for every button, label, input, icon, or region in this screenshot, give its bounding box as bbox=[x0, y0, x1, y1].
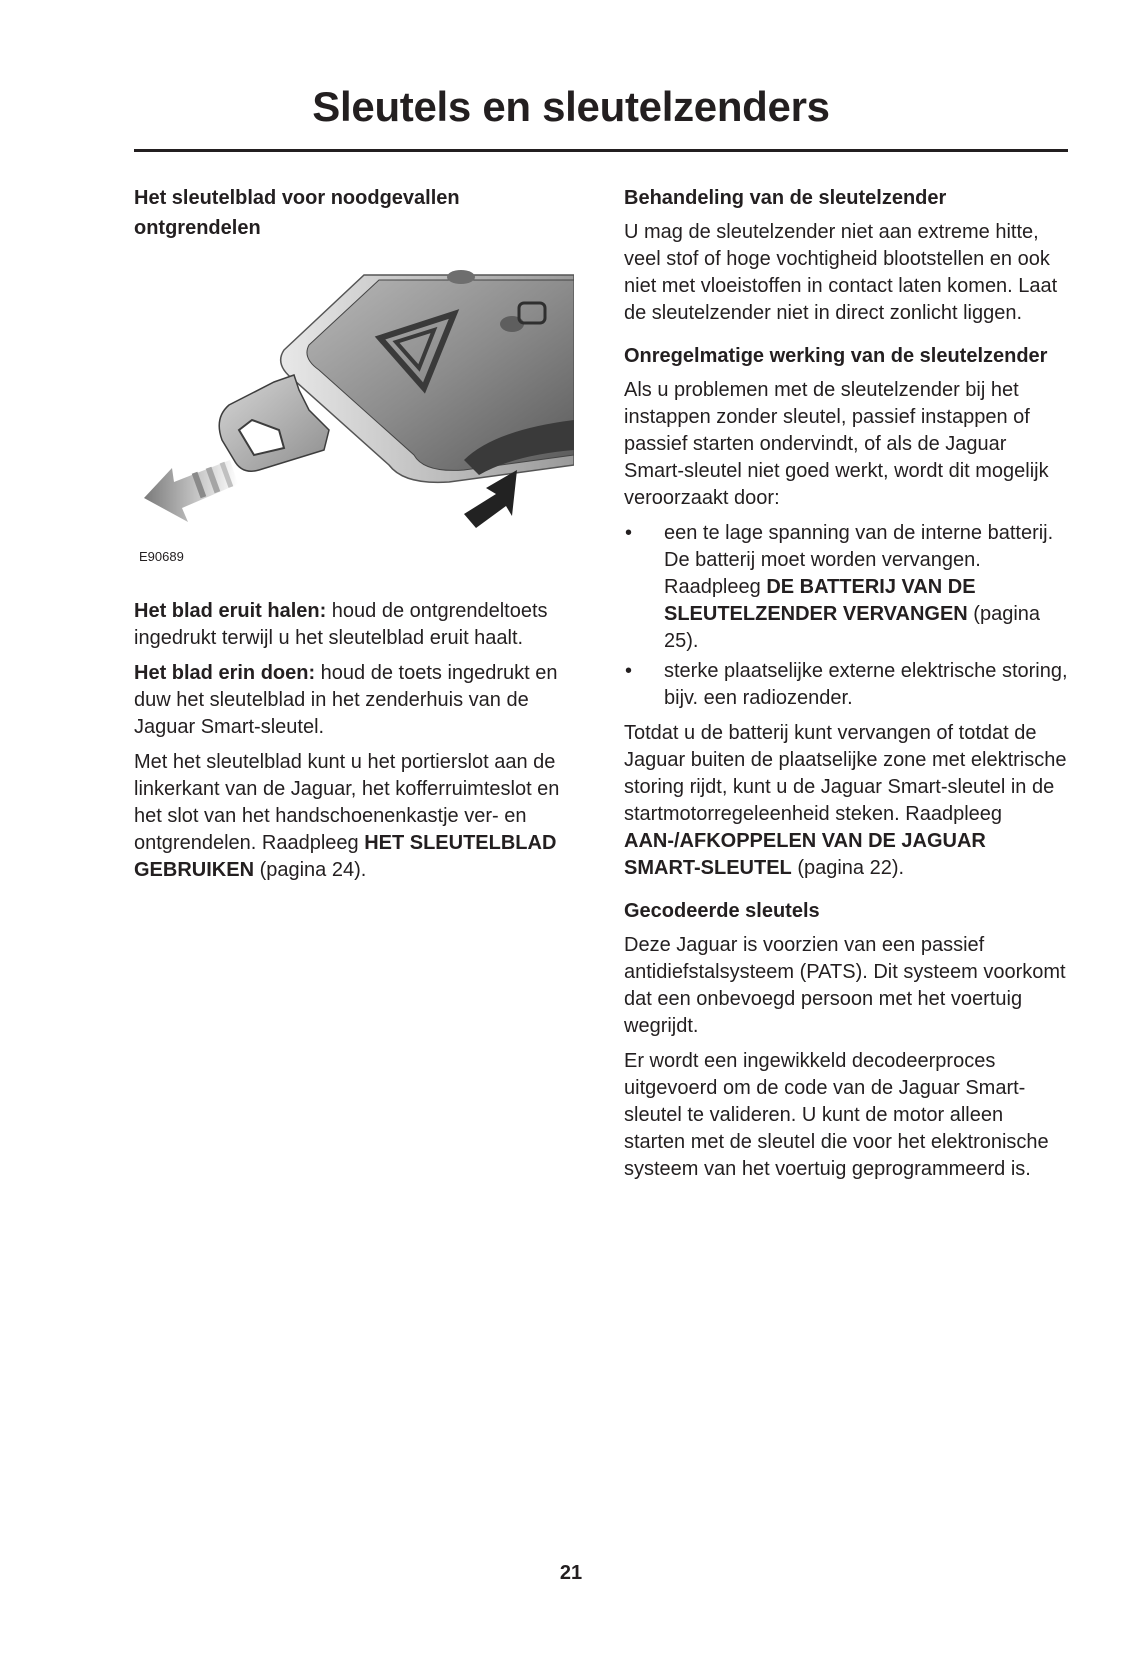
reference-link-docking[interactable]: AAN-/AFKOPPELEN VAN DE JAGUAR SMART-SLEUTEL bbox=[624, 830, 986, 879]
paragraph-handling: U mag de sleutelzender niet aan extreme hitte, veel stof of hoge vochtigheid blootstellen en ook niet met vloeistoffen in contact laten komen. Laat de sleutelzender niet in direct zonlicht liggen. bbox=[624, 221, 1058, 324]
paragraph-blade-usage: Met het sleutelblad kunt u het portierslot aan de linkerkant van de Jaguar, het kofferruimteslot en het slot van het handschoenenkastje ver- en ontgrendelen. Raadpleeg HET SLEUTELBLAD GEBRUIKEN (pagina 24). bbox=[134, 751, 560, 881]
bullet-point: • bbox=[625, 660, 633, 682]
list-item: • sterke plaatselijke externe elektrische storing, bijv. een radiozender. bbox=[625, 660, 1068, 709]
reference-link-battery[interactable]: DE BATTERIJ VAN DE SLEUTELZENDER VERVANGEN bbox=[664, 576, 976, 625]
page-title: Sleutels en sleutelzenders bbox=[312, 83, 830, 130]
section-heading-malfunction: Onregelmatige werking van de sleutelzender bbox=[624, 345, 1048, 367]
title-rule bbox=[134, 149, 1068, 152]
label-remove-blade: Het blad eruit halen: bbox=[134, 600, 327, 622]
list-item: • een te lage spanning van de interne batterij. De batterij moet worden vervangen. Raadpleeg DE BATTERIJ VAN DE SLEUTELZENDER VERVANGEN (pagina 25). bbox=[625, 522, 1054, 652]
label-insert-blade: Het blad erin doen: bbox=[134, 662, 316, 684]
reference-link-blade[interactable]: HET SLEUTELBLAD GEBRUIKEN bbox=[134, 832, 557, 881]
bullet-point: • bbox=[625, 522, 633, 544]
paragraph-pats: Deze Jaguar is voorzien van een passief antidiefstalsysteem (PATS). Dit systeem voorkomt dat een onbevoegd persoon met het voertuig wegrijdt. bbox=[624, 934, 1066, 1037]
cause-list bbox=[624, 520, 1068, 712]
paragraph-insert-blade: Het blad erin doen: houd de toets ingedrukt en duw het sleutelblad in het zenderhuis van de Jaguar Smart-sleutel. bbox=[134, 662, 558, 738]
section-heading-emergency-blade: Het sleutelblad voor noodgevallen ontgrendelen bbox=[134, 187, 460, 239]
left-column bbox=[134, 183, 586, 892]
section-heading-handling: Behandeling van de sleutelzender bbox=[624, 187, 947, 209]
paragraph-malfunction-outro: Totdat u de batterij kunt vervangen of totdat de Jaguar buiten de plaatselijke zone met elektrische storing rijdt, kunt u de Jaguar Smart-sleutel in de startmotorregeleenheid steken. Raadpleeg AAN-/AFKOPPELEN VAN DE JAGUAR SMART-SLEUTEL (pagina 22). bbox=[624, 722, 1067, 879]
paragraph-malfunction-intro: Als u problemen met de sleutelzender bij het instappen zonder sleutel, passief instappen of passief starten ondervindt, of als de Jaguar Smart-sleutel niet goed werkt, wordt dit mogelijk veroorzaakt door: bbox=[624, 379, 1049, 509]
key-blade-illustration bbox=[134, 270, 574, 582]
paragraph-remove-blade: Het blad eruit halen: houd de ontgrendeltoets ingedrukt terwijl u het sleutelblad eruit haalt. bbox=[134, 600, 548, 649]
figure-code: E90689 bbox=[139, 549, 184, 564]
section-heading-coded-keys: Gecodeerde sleutels bbox=[624, 900, 820, 922]
page-number: 21 bbox=[559, 1562, 583, 1584]
pull-out-arrow-icon bbox=[144, 460, 238, 522]
key-fob-drawing bbox=[134, 270, 574, 550]
right-column bbox=[624, 183, 1068, 1191]
paragraph-decoding: Er wordt een ingewikkeld decodeerproces uitgevoerd om de code van de Jaguar Smart-sleutel te valideren. U kunt de motor alleen starten met de sleutel die voor het elektronische systeem van het voertuig geprogrammeerd is. bbox=[624, 1050, 1049, 1180]
